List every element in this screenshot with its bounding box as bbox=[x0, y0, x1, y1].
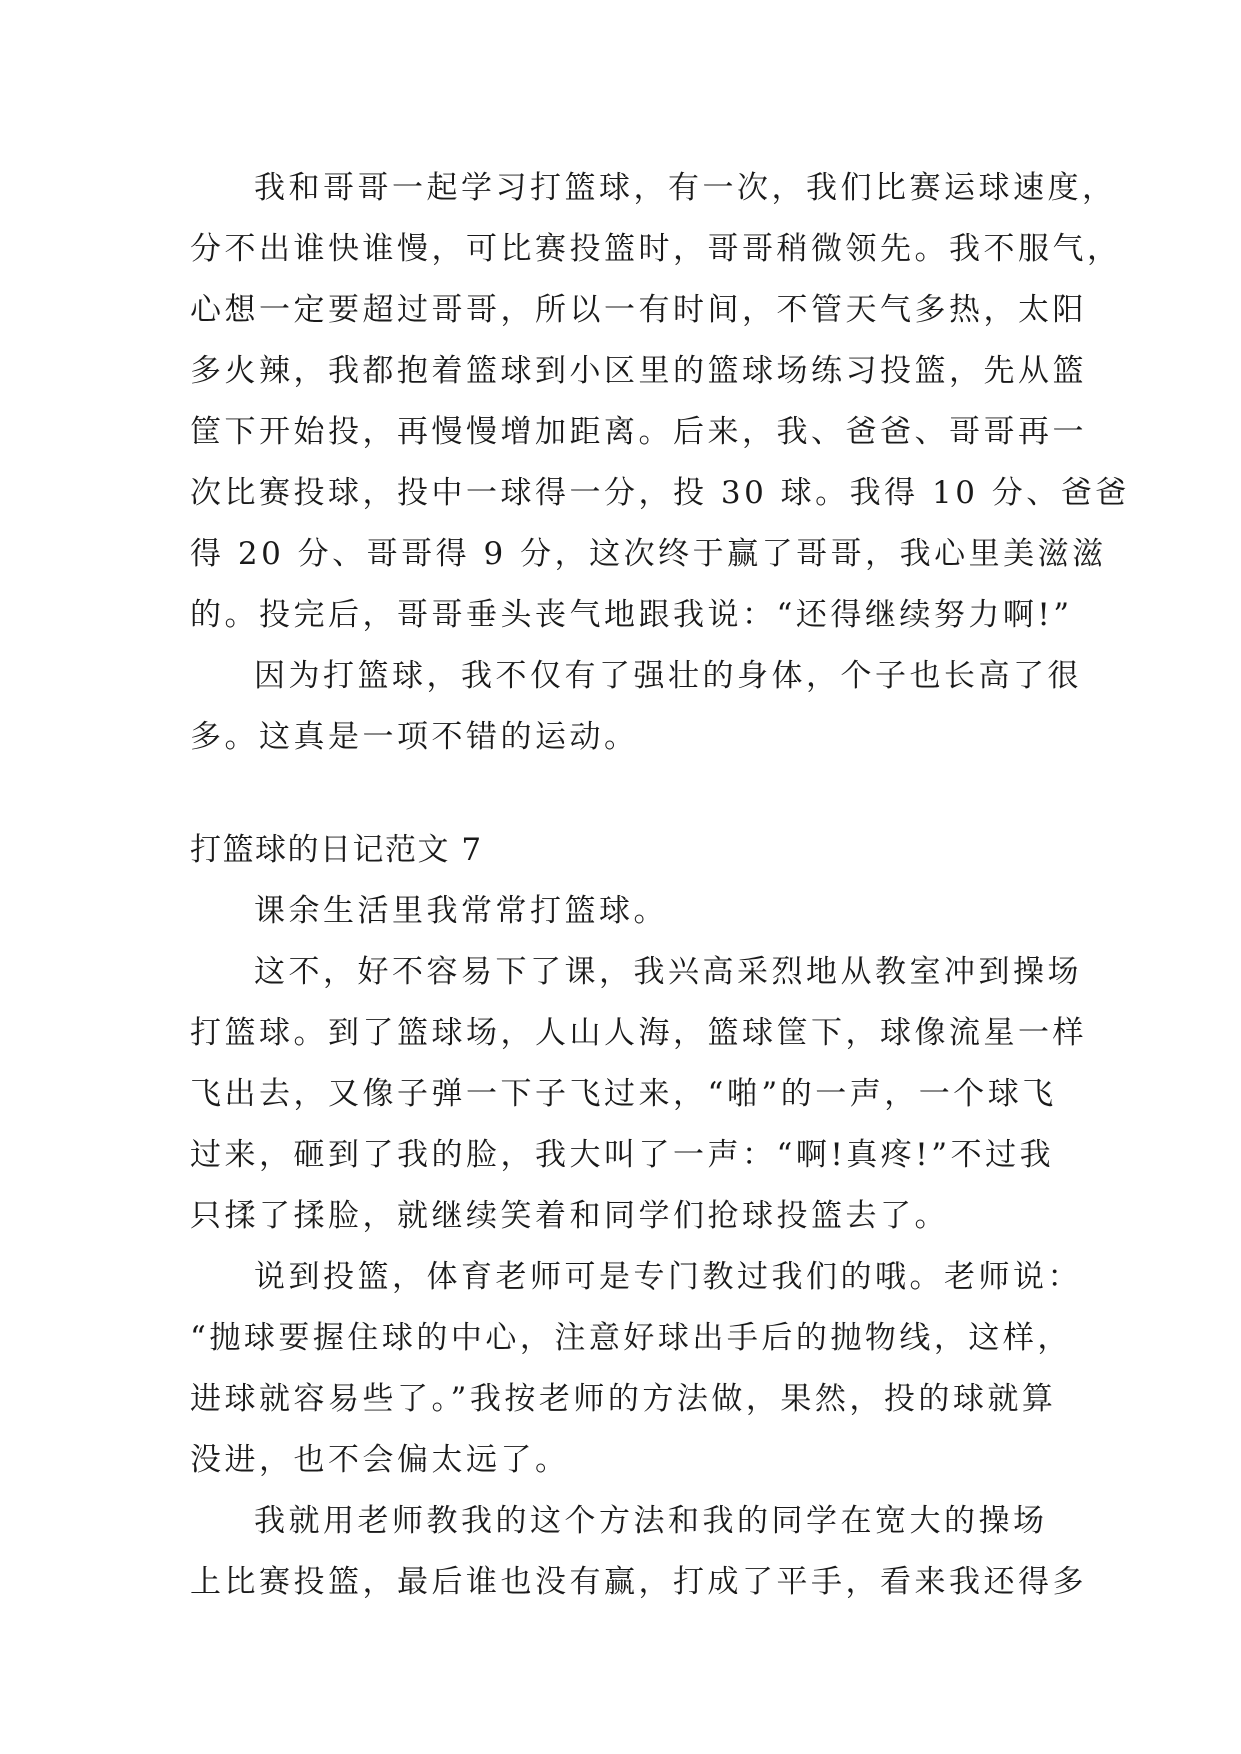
paragraph-line: 课余生活里我常常打篮球。 bbox=[254, 893, 668, 929]
text-column bbox=[190, 158, 1130, 1613]
paragraph-line: 筐下开始投，再慢慢增加距离。后来，我、爸爸、哥哥再一 bbox=[190, 414, 1087, 450]
paragraph-line: 打篮球。到了篮球场，人山人海，篮球筐下，球像流星一样 bbox=[190, 1015, 1087, 1051]
paragraph-practice-match bbox=[190, 1491, 1087, 1613]
paragraph-line: 过来，砸到了我的脸，我大叫了一声：“啊!真疼!”不过我 bbox=[190, 1137, 1055, 1173]
paragraph-line: 次比赛投球，投中一球得一分，投 30 球。我得 10 分、爸爸 bbox=[190, 475, 1130, 511]
paragraph-line: 心想一定要超过哥哥，所以一有时间，不管天气多热，太阳 bbox=[190, 292, 1087, 328]
paragraph-line: 飞出去，又像子弹一下子飞过来，“啪”的一声，一个球飞 bbox=[190, 1076, 1057, 1112]
paragraph-conclusion bbox=[190, 646, 1082, 768]
paragraph-line: 这不，好不容易下了课，我兴高采烈地从教室冲到操场 bbox=[254, 954, 1082, 990]
paragraph-line: “抛球要握住球的中心，注意好球出手后的抛物线，这样， bbox=[190, 1320, 1072, 1356]
paragraph-line: 我和哥哥一起学习打篮球，有一次，我们比赛运球速度， bbox=[254, 170, 1117, 206]
paragraph-line: 上比赛投篮，最后谁也没有赢，打成了平手，看来我还得多 bbox=[190, 1564, 1087, 1600]
paragraph-line: 分不出谁快谁慢，可比赛投篮时，哥哥稍微领先。我不服气， bbox=[190, 231, 1122, 267]
paragraph-line: 多火辣，我都抱着篮球到小区里的篮球场练习投篮，先从篮 bbox=[190, 353, 1087, 389]
paragraph-after-class bbox=[190, 942, 1087, 1247]
section-title: 打篮球的日记范文 7 bbox=[190, 832, 483, 868]
section-spacer bbox=[190, 768, 1060, 820]
paragraph-line: 因为打篮球，我不仅有了强壮的身体，个子也长高了很 bbox=[254, 658, 1082, 694]
paragraph-line: 的。投完后，哥哥垂头丧气地跟我说：“还得继续努力啊!” bbox=[190, 597, 1073, 633]
paragraph-line: 说到投篮，体育老师可是专门教过我们的哦。老师说： bbox=[254, 1259, 1082, 1295]
paragraph-line: 只揉了揉脸，就继续笑着和同学们抢球投篮去了。 bbox=[190, 1198, 949, 1234]
paragraph-line: 没进，也不会偏太远了。 bbox=[190, 1442, 570, 1478]
paragraph-line: 我就用老师教我的这个方法和我的同学在宽大的操场 bbox=[254, 1503, 1048, 1539]
paragraph-teacher-advice bbox=[190, 1247, 1082, 1491]
paragraph-line: 进球就容易些了。”我按老师的方法做，果然，投的球就算 bbox=[190, 1381, 1057, 1417]
paragraph-line: 多。这真是一项不错的运动。 bbox=[190, 719, 639, 755]
paragraph-intro bbox=[190, 881, 1060, 942]
paragraph-line: 得 20 分、哥哥得 9 分，这次终于赢了哥哥，我心里美滋滋 bbox=[190, 536, 1107, 572]
paragraph-basketball-competition bbox=[190, 158, 1130, 646]
